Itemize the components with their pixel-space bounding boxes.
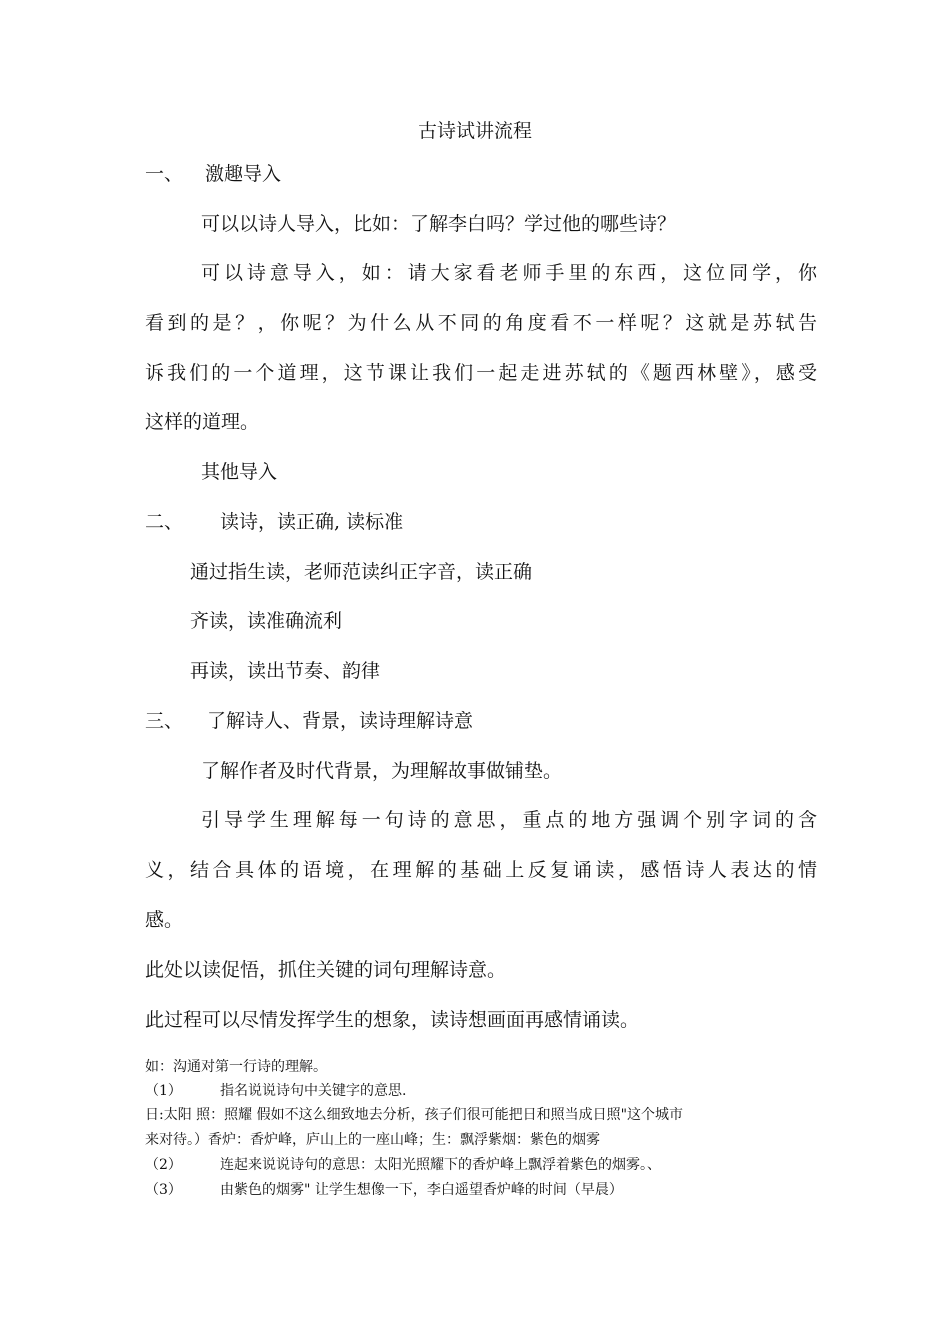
section-3-paragraph-4: 此过程可以尽情发挥学生的想象，读诗想画面再感情诵读。 bbox=[145, 1009, 640, 1031]
section-1-paragraph-2-line-2: 看到的是？，你呢？为什么从不同的角度看不一样呢？这就是苏轼告 bbox=[145, 312, 817, 334]
note-2-number: （2） bbox=[145, 1157, 182, 1173]
section-1-paragraph-1: 可以以诗人导入，比如：了解李白吗？学过他的哪些诗？ bbox=[201, 213, 677, 235]
section-3-paragraph-2-line-1: 引导学生理解每一句诗的意思，重点的地方强调个别字词的含 bbox=[201, 809, 817, 831]
section-2-heading: 读诗，读正确, 读标准 bbox=[220, 511, 404, 533]
section-2-number: 二、 bbox=[145, 511, 184, 533]
note-1-line-2: 日:太阳 照：照耀 假如不这么细致地去分析，孩子们很可能把日和照当成日照"这个城市 bbox=[145, 1107, 684, 1123]
section-1-paragraph-3: 其他导入 bbox=[201, 461, 278, 483]
notes-intro: 如：沟通对第一行诗的理解。 bbox=[145, 1059, 327, 1075]
section-3-paragraph-2-line-2: 义，结合具体的语境，在理解的基础上反复诵读，感悟诗人表达的情 bbox=[145, 859, 817, 881]
document-title: 古诗试讲流程 bbox=[417, 120, 532, 142]
section-1-paragraph-2-line-1: 可以诗意导入，如：请大家看老师手里的东西，这位同学，你 bbox=[201, 262, 817, 284]
section-3-paragraph-3: 此处以读促悟，抓住关键的词句理解诗意。 bbox=[145, 959, 507, 981]
section-2-paragraph-3: 再读，读出节奏、韵律 bbox=[190, 660, 381, 682]
section-1-paragraph-2-line-4: 这样的道理。 bbox=[145, 411, 260, 433]
note-1-text: 指名说说诗句中关键字的意思. bbox=[220, 1083, 407, 1099]
note-1-line-3: 来对待。）香炉：香炉峰，庐山上的一座山峰；生：飘浮紫烟：紫色的烟雾 bbox=[145, 1132, 600, 1148]
note-3-text: 由紫色的烟雾" 让学生想像一下，李白遥望香炉峰的时间（早晨） bbox=[220, 1182, 623, 1198]
section-3-heading: 了解诗人、背景，读诗理解诗意 bbox=[207, 710, 474, 732]
note-3-number: （3） bbox=[145, 1182, 182, 1198]
section-1-paragraph-2-line-3: 诉我们的一个道理，这节课让我们一起走进苏轼的《题西林壁》，感受 bbox=[145, 362, 817, 384]
section-2-paragraph-1: 通过指生读，老师范读纠正字音，读正确 bbox=[190, 561, 533, 583]
section-3-paragraph-1: 了解作者及时代背景，为理解故事做铺垫。 bbox=[201, 760, 563, 782]
note-2-text: 连起来说说诗句的意思：太阳光照耀下的香炉峰上飘浮着紫色的烟雾。、 bbox=[220, 1157, 661, 1173]
section-2-paragraph-2: 齐读，读准确流利 bbox=[190, 610, 343, 632]
note-1-number: （1） bbox=[145, 1083, 182, 1099]
section-3-number: 三、 bbox=[145, 710, 184, 732]
section-1-heading: 激趣导入 bbox=[205, 163, 282, 185]
section-1-number: 一、 bbox=[145, 163, 184, 185]
section-3-paragraph-2-line-3: 感。 bbox=[145, 909, 184, 931]
